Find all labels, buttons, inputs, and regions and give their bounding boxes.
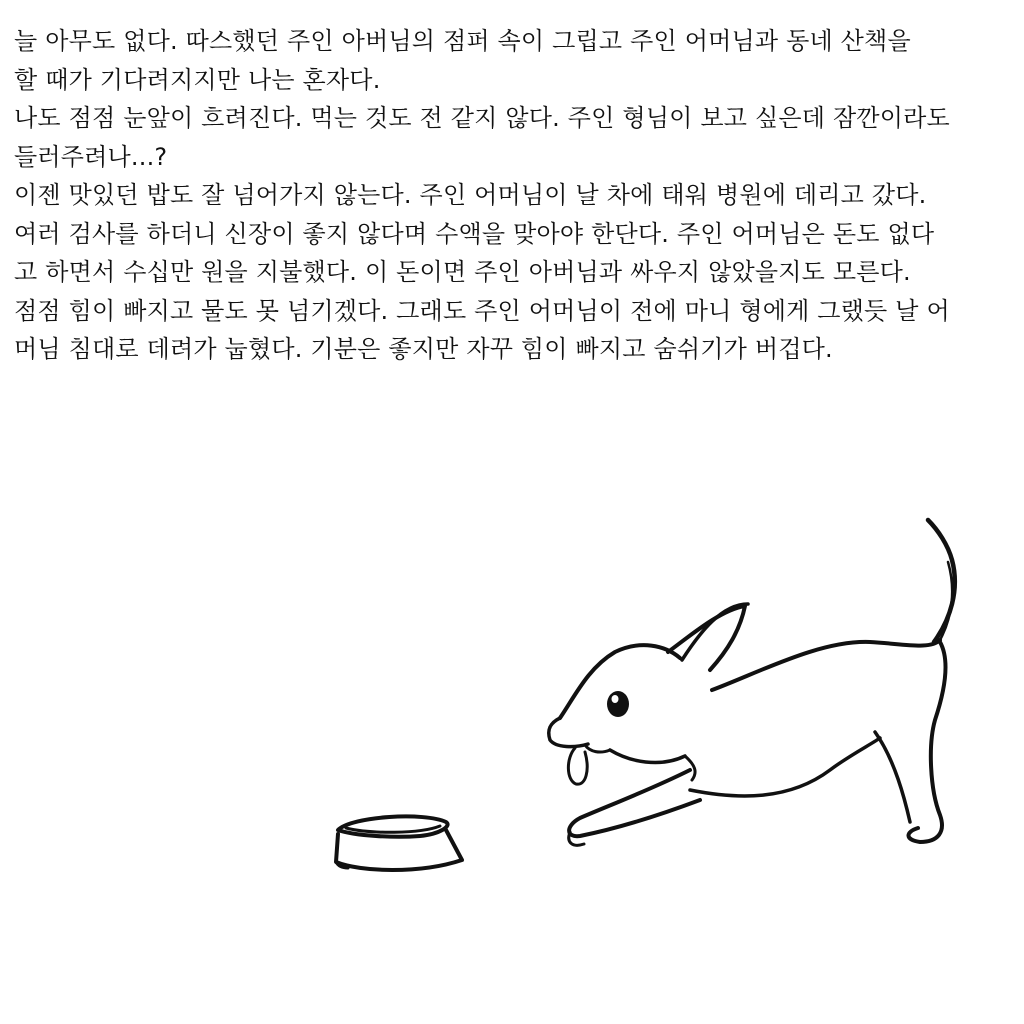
dog-belly xyxy=(690,738,880,796)
story-line-1: 늘 아무도 없다. 따스했던 주인 아버님의 점퍼 속이 그립고 주인 어머님과 동네 산책을 xyxy=(14,27,911,55)
story-text xyxy=(14,22,1014,369)
dog-tongue xyxy=(568,748,587,784)
dog-snout xyxy=(549,718,588,747)
story-line-5: 이젠 맛있던 밥도 잘 넘어가지 않는다. 주인 어머님이 날 차에 태워 병원에 데리고 갔다. xyxy=(14,181,927,209)
dog-ear-left xyxy=(668,606,745,670)
illustration-canvas xyxy=(320,500,1000,900)
story-line-8: 점점 힘이 빠지고 물도 못 넘기겠다. 그래도 주인 어머님이 전에 마니 형에게 그랬듯 날 어 xyxy=(14,296,950,325)
dog-jaw xyxy=(610,750,685,763)
story-line-3: 나도 점점 눈앞이 흐려진다. 먹는 것도 전 같지 않다. 주인 형님이 보고 싶은데 잠깐이라도 xyxy=(14,104,950,132)
dog-hind-leg-right xyxy=(908,642,945,842)
illustration xyxy=(320,500,1000,900)
dog-back xyxy=(712,640,940,690)
dog-drawing xyxy=(549,520,955,845)
story-line-9: 머님 침대로 데려가 눕혔다. 기분은 좋지만 자꾸 힘이 빠지고 숨쉬기가 버겁다. xyxy=(14,335,833,363)
dog-mouth xyxy=(585,745,610,752)
dog-front-leg xyxy=(569,770,700,836)
bowl-inner-rim xyxy=(346,826,440,832)
story-line-6: 여러 검사를 하더니 신장이 좋지 않다며 수액을 맞아야 한단다. 주인 어머님은 돈도 없다 xyxy=(14,219,935,248)
dog-hind-leg-left xyxy=(875,732,910,822)
story-line-4: 들러주려나...? xyxy=(14,142,168,171)
story-line-7: 고 하면서 수십만 원을 지불했다. 이 돈이면 주인 아버님과 싸우지 않았을지도 모른다. xyxy=(14,258,911,286)
story-line-2: 할 때가 기다려지지만 나는 혼자다. xyxy=(14,65,381,94)
dog-chest xyxy=(685,756,695,780)
dog-eye-highlight xyxy=(612,695,619,703)
food-bowl-drawing xyxy=(336,816,462,870)
dog-eye xyxy=(607,691,629,717)
